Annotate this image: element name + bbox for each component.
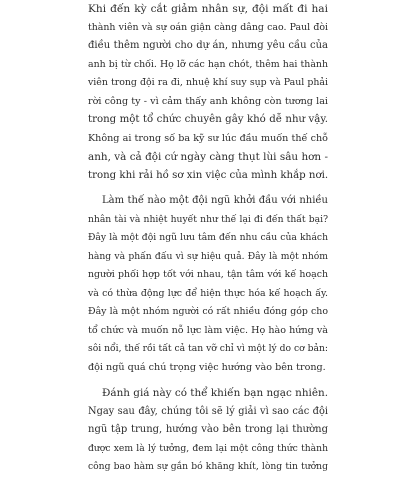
text-line: hàng và phấn đấu vì sự hiệu quả. Đây là một nhóm — [88, 250, 328, 262]
text-line: công bao hàm sự gắn bó khăng khít, lòng tin tưởng — [88, 461, 328, 472]
text-line: người phối hợp tốt với nhau, tận tâm với kế hoạch — [88, 269, 328, 280]
text-line: thành viên và sự oán giận càng dâng cao. Paul đòi — [88, 21, 328, 33]
text-line: và có thừa động lực để hiện thực hóa kế hoạch ấy. — [88, 287, 328, 299]
text-line: anh, và cả đội cứ ngày càng thụt lùi sâu hơn - — [88, 151, 328, 163]
text-line: sôi nổi, thế rồi tất cả tan vỡ chỉ vì một lý do cơ bản: — [88, 343, 328, 354]
text-line: rời công ty - vì cảm thấy anh không còn tương lai — [88, 95, 328, 107]
text-line: anh bị từ chối. Họ lỡ các hạn chót, thêm hai thành — [88, 58, 328, 70]
body-text — [88, 0, 328, 477]
paragraph-3 — [88, 384, 328, 477]
paragraph-2 — [88, 192, 328, 377]
text-line: trong khi rải hồ sơ xin việc của mình khắp nơi. — [88, 169, 329, 181]
paragraph-1 — [88, 0, 328, 185]
text-line: điều thêm người cho dự án, nhưng yêu cầu của — [88, 40, 328, 51]
text-line: Không ai trong số ba kỹ sư lúc đầu muốn thế chỗ — [88, 132, 328, 144]
text-line: Đánh giá này có thể khiến bạn ngạc nhiên. — [102, 387, 328, 399]
text-line: Đây là một nhóm người có rất nhiều đóng góp cho — [88, 306, 328, 317]
text-line: đội ngũ quá chú trọng việc hướng vào bên trong. — [88, 361, 326, 373]
text-line: Khi đến kỳ cắt giảm nhân sự, đội mất đi hai — [88, 3, 328, 15]
text-line: Đây là một đội ngũ lưu tâm đến nhu cầu của khách — [88, 232, 328, 243]
text-line: ngũ tập trung, hướng vào bên trong lại thường — [88, 424, 328, 435]
text-line: trong một tổ chức chuyên gây khó dễ như vậy. — [88, 114, 328, 125]
text-line: được xem là lý tưởng, đem lại một công thức thành — [88, 442, 328, 454]
text-line: viên trong đội ra đi, nhuệ khí suy sụp và Paul phải — [88, 77, 328, 88]
text-line: nhân tài và nhiệt huyết như thế lại đi đến thất bại? — [88, 213, 328, 225]
text-line: Làm thế nào một đội ngũ khởi đầu với nhiều — [102, 195, 328, 206]
text-line: tổ chức và muốn nỗ lực làm việc. Họ hào hứng và — [88, 324, 328, 336]
text-line: Ngay sau đây, chúng tôi sẽ lý giải vì sao các đội — [88, 405, 328, 417]
